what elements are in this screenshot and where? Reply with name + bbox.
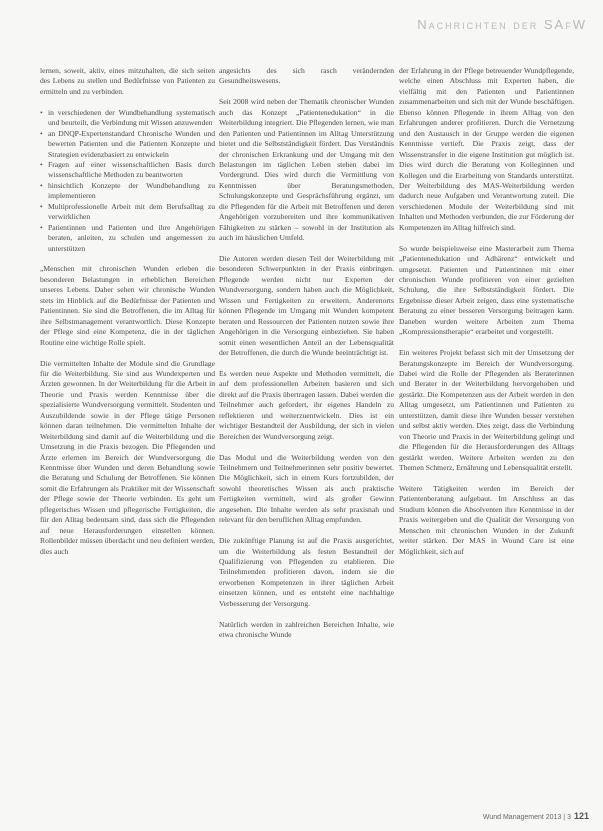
body-paragraph: Die vermittelten Inhalte der Module sind die Grundlage für die Weiterbildung. Sie sind aus Wundexperten und Ärzten gewonnen. In der Weiterbildung für die Arbeit in Theorie und Praxis werden Kenntnisse über die spezialisierte Wundversorgung vermittelt. Studenten und Auszubildende sowie in der Pflege tätige Personen können daran teilnehmen. Die vermittelten Inhalte der Weiterbildung sind damit auf die Weiterbildung und die Umsetzung in die Praxis bezogen. Die Pflegenden und Ärzte erlernen im Bereich der Wundversorgung die Kenntnisse über Wunden und deren Behandlung sowie die Beratung und Schulung der Betroffenen. Sie können somit die Erfahrungen als Praktiker mit der Wissenschaft der Pflege sowie der Theorie verbinden. Es geht um pflegerisches Wissen und pflegerische Fertigkeiten, die für den Alltag bedeutsam sind, dass sich die Pflegenden auf neue Herausforderungen einstellen können. Rollenbilder müssen überdacht und neu definiert werden, dies auch xyxy=(40,358,215,556)
body-paragraph: „Menschen mit chronischen Wunden erleben die besonderen Belastungen in erheblichen Bereichen unseres Lebens. Daher sehen wir chronische Wunden stets im Hinblick auf die Bedürfnisse der Patienten und Patientinnen. Sie sind die Betroffenen, die im Alltag für ihre Selbstmanagement verantwortlich. Diese Konzepte der Pflege sind eine Kompetenz, die in der täglichen Routine eine wichtige Rolle spielt. xyxy=(40,264,215,347)
list-item: • an DNQP-Expertenstandard Chronische Wunden und bewerten Patienten und die Patienten Konzepte und Strategien evidenzbasiert zu entwickeln xyxy=(40,129,215,160)
column-right xyxy=(399,66,574,568)
section-header: Nachrichten der SAfW xyxy=(417,17,587,32)
column-left xyxy=(40,66,215,568)
page-number: 121 xyxy=(573,811,589,821)
body-paragraph: der Erfahrung in der Pflege betreuender Wundpflegende, welche einen Abschluss mit Experten haben, die vielfältig mit den Patienten und Patientinnen zusammenarbeiten und sich mit der Wunde beschäftigen. Ebenso können Pflegende in ihrem Alltag von den Erfahrungen anderer profitieren. Durch die Vernetzung und den Austausch in der Gruppe werden die eigenen Kenntnisse vertieft. Die Praxis zeigt, dass der Wissenstransfer in die eigene Institution gut möglich ist. Dies wird durch die Beratung von Kolleginnen und Kollegen und die Erarbeitung von Standards unterstützt. Der Weiterbildung des MAS-Weiterbildung werden dadurch neue Aufgaben und Verantwortung zuteil. Die verschiedenen Module der Weiterbildung sind mit Inhalten und Methoden verbunden, die zur Förderung der Kompetenzen im Alltag hilfreich sind. xyxy=(399,66,574,232)
list-item: • Fragen auf einer wissenschaftlichen Basis durch wissenschaftliche Methoden zu beantworten xyxy=(40,160,215,181)
body-paragraph: So wurde beispielsweise eine Masterarbeit zum Thema „Patientenedukation und Adhärenz“ entwickelt und umgesetzt. Patienten und Patientinnen mit einer chronischen Wunde profitieren von einer gezielten Schulung, die ihre Selbstständigkeit fördert. Die Ergebnisse dieser Arbeit zeigen, dass eine systematische Beratung zu einer besseren Versorgung beitragen kann. Daneben wurden weitere Arbeiten zum Thema „Kompressionstherapie“ erarbeitet und vorgestellt. xyxy=(399,243,574,337)
body-paragraph: Die zukünftige Planung ist auf die Praxis ausgerichtet, um die Weiterbildung als festen Bestandteil der Qualifizierung von Pflegenden zu etablieren. Die Teilnehmenden profitieren davon, indem sie die erworbenen Kompetenzen in ihrer täglichen Arbeit einsetzen können, und es entsteht eine nachhaltige Verbesserung der Versorgung. xyxy=(219,536,394,608)
body-paragraph: Weitere Tätigkeiten werden im Bereich der Patientenberatung aufgebaut. Im Anschluss an das Studium können die Absolventen ihre Kenntnisse in der Praxis weitergeben und die Qualität der Versorgung von Menschen mit chronischen Wunden in der Zukunft weiter stärken. Der MAS in Wound Care ist eine Möglichkeit, sich auf xyxy=(399,483,574,556)
list-item: • hinsichtlich Konzepte der Wundbehandlung zu implementieren xyxy=(40,181,215,202)
body-paragraph: Seit 2008 wird neben der Thematik chronischer Wunden auch das Konzept „Patientenedukation“ in die Weiterbildung integriert. Die Pflegenden lernen, wie man den Patienten und Patientinnen im Alltag Unterstützung bietet und die Selbstständigkeit fördert. Das Verständnis der chronischen Erkrankung und der Umgang mit den Belastungen im täglichen Leben stehen dabei im Vordergrund. Dies wird durch die Vermittlung von Kenntnissen über Beratungsmethoden, Schulungskonzepte und Gesprächsführung ergänzt, um die Pflegenden für die Arbeit mit Betroffenen und deren Angehörigen vorzubereiten und ihre kommunikativen Fähigkeiten zu stärken – sowohl in der Institution als auch im häuslichen Umfeld. xyxy=(219,97,394,243)
body-paragraph: Natürlich werden in zahlreichen Bereichen Inhalte, wie etwa chronische Wunde xyxy=(219,619,394,640)
body-paragraph: Ein weiteres Projekt befasst sich mit der Umsetzung der Beratungskonzepte im Bereich der Wundversorgung. Dabei wird die Rolle der Pflegenden als Beraterinnen und Berater in der Weiterbildung hervorgehoben und gestärkt. Die Kompetenzen aus der Arbeit werden in den Alltag umgesetzt, um Patientinnen und Patienten zu unterstützen, damit diese ihre Wunden besser verstehen und selbst aktiv werden. Dies zeigt, dass die Verbindung von Theorie und Praxis in der Weiterbildung gelingt und die Pflegenden für die Herausforderungen des Alltags gestärkt werden. Weitere Arbeiten werden zu den Themen Schmerz, Ernährung und Lebensqualität erstellt. xyxy=(399,348,574,473)
body-paragraph: Es werden neue Aspekte und Methoden vermittelt, die auf dem professionellen Arbeiten basieren und sich direkt auf die Praxis übertragen lassen. Dabei werden die Teilnehmer auch gefordert, ihr eigenes Handeln zu reflektieren und weiterzuentwickeln. Dies ist ein wichtiger Bestandteil der Ausbildung, der sich in vielen Bereichen der Wundversorgung zeigt. xyxy=(219,368,394,441)
body-paragraph: Das Modul und die Weiterbildung werden von den Teilnehmern und Teilnehmerinnen sehr positiv bewertet. Die Möglichkeit, sich in einem Kurs fortzubilden, der sowohl theoretisches Wissen als auch praktische Fertigkeiten vermittelt, wird als großer Gewinn angesehen. Die Inhalte werden als sehr praxisnah und relevant für den beruflichen Alltag empfunden. xyxy=(219,452,394,525)
body-paragraph: Die Autoren werden diesen Teil der Weiterbildung mit besonderen Schwerpunkten in der Praxis einbringen. Pflegende werden nicht nur Experten der Wundversorgung, sondern haben auch die Möglichkeit, Wissen und Fertigkeiten zu erweitern. Anderenorts können Pflegende im Umgang mit Wunden kompetent beraten und Ressourcen der Patienten nutzen sowie ihre Angehörigen in die Versorgung einbeziehen. Sie haben somit einen wesentlichen Anteil an der Lebensqualität der Betroffenen, die durch die Wunde beeinträchtigt ist. xyxy=(219,254,394,358)
journal-issue: Wund Management 2013 | 3 xyxy=(482,814,571,821)
intro-paragraph: lernen, soweit, aktiv, eines mitzuhalten, die sich seiten des Lebens zu stellen und Bedürfnisse von Patienten zu ermitteln und zu verbinden. xyxy=(40,66,215,96)
column-middle xyxy=(219,66,394,651)
body-paragraph: angesichts des sich rasch verändernden Gesundheitswesens. xyxy=(219,66,394,86)
list-item: • Multiprofessionelle Arbeit mit dem Berufsalltag zu verwirklichen xyxy=(40,202,215,223)
page-footer xyxy=(483,811,589,821)
competency-list xyxy=(40,108,215,254)
list-item: • Patientinnen und Patienten und ihre Angehörigen beraten, anleiten, zu schulen und angemessen zu unterstützen xyxy=(40,223,215,254)
list-item: • in verschiedenen der Wundbehandlung systematisch und beurteilt, die Verbindung mit Wissen anzuwenden xyxy=(40,108,215,129)
